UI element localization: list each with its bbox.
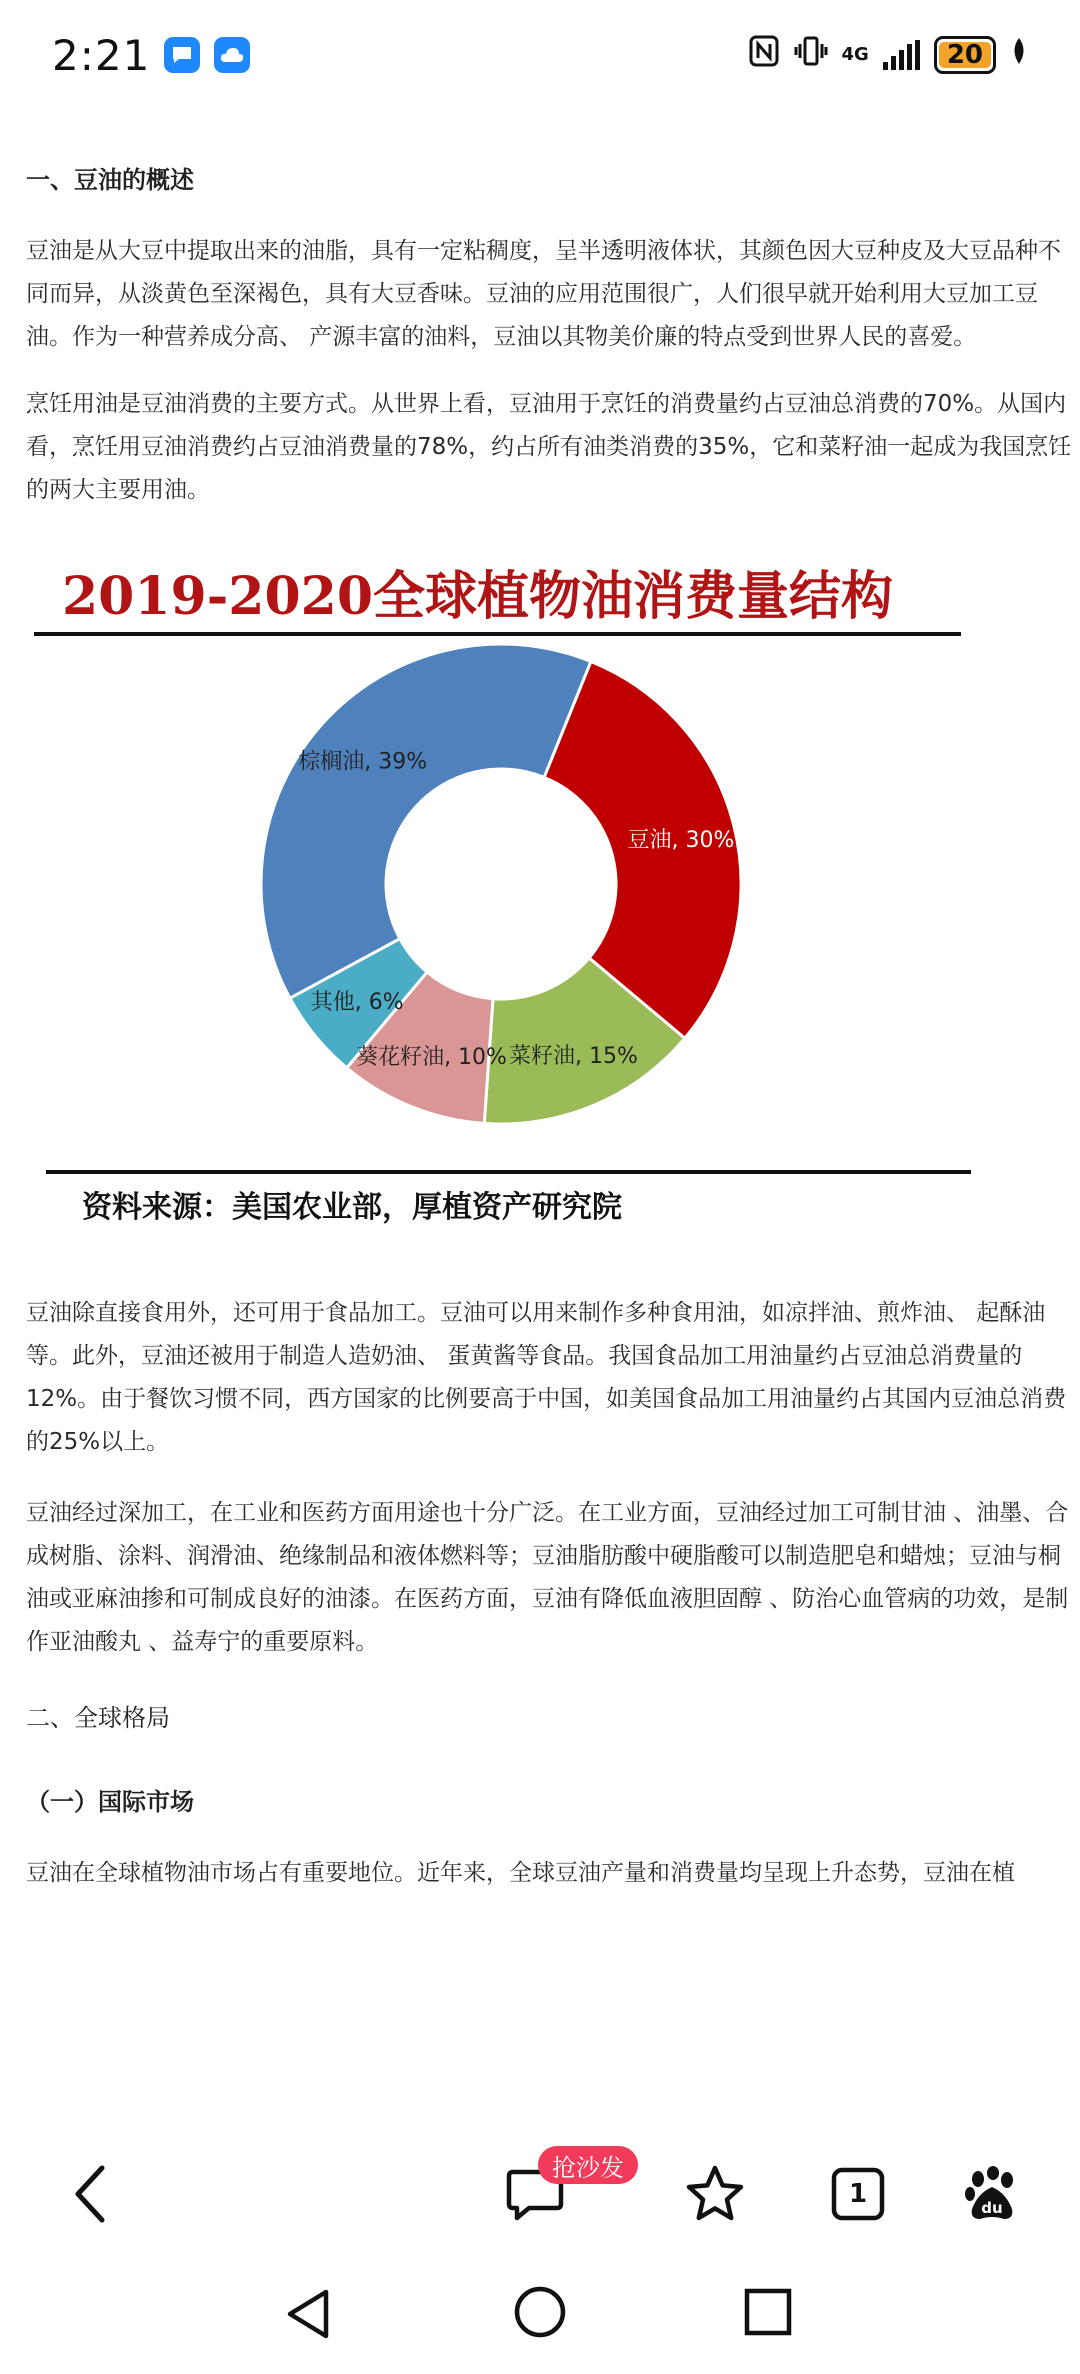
star-icon[interactable] [675, 2154, 755, 2234]
signal-icon [883, 40, 920, 70]
back-arrow-icon[interactable] [50, 2154, 130, 2234]
leaf-icon [1010, 36, 1028, 74]
chart-source: 资料来源：美国农业部，厚植资产研究院 [82, 1190, 622, 1225]
nfc-icon [748, 34, 780, 76]
slice-label: 豆油, 30% [627, 828, 735, 854]
bottom-toolbar [0, 2130, 1080, 2260]
slice-label: 棕榈油, 39% [298, 749, 428, 775]
pie-chart-image [26, 542, 1026, 1262]
battery-icon [934, 36, 996, 74]
article-body [26, 150, 1080, 1895]
slice-label: 菜籽油, 15% [509, 1043, 638, 1069]
section-heading: 一、豆油的概述 [26, 166, 194, 194]
subsection-heading: （一）国际市场 [26, 1788, 194, 1816]
baidu-paw-icon[interactable] [952, 2154, 1032, 2234]
slice-label: 葵花籽油, 10% [356, 1044, 507, 1070]
message-icon [164, 37, 200, 73]
network-indicator [842, 46, 869, 64]
network-label: 4G [841, 44, 869, 65]
tabs-button[interactable] [818, 2154, 898, 2234]
clock: 2:21 [52, 30, 151, 80]
nav-home-icon[interactable] [512, 2284, 568, 2344]
slice-label: 其他, 6% [310, 990, 404, 1016]
status-bar [0, 0, 1080, 110]
paragraph: 豆油经过深加工，在工业和医药方面用途也十分广泛。在工业方面，豆油经过加工可制甘油 、油墨、合成树脂、涂料、润滑油、绝缘制品和液体燃料等；豆油脂肪酸中硬脂酸可以制造肥皂和蜡烛；豆油与桐油或亚麻油掺和可制成良好的油漆。在医药方面，豆油有降低血液胆固醇 、防治心血管病的功效，是制作亚油酸丸 、益寿宁的重要原料。 [26, 1500, 1069, 1655]
nav-recent-icon[interactable] [742, 2286, 794, 2342]
paragraph: 豆油在全球植物油市场占有重要地位。近年来，全球豆油产量和消费量均呈现上升态势，豆油在植 [26, 1860, 1015, 1886]
paragraph: 豆油是从大豆中提取出来的油脂，具有一定粘稠度，呈半透明液体状，其颜色因大豆种皮及大豆品种不同而异，从淡黄色至深褐色，具有大豆香味。豆油的应用范围很广，人们很早就开始利用大豆加工豆油。作为一种营养成分高、 产源丰富的油料，豆油以其物美价廉的特点受到世界人民的喜爱。 [26, 238, 1061, 350]
paragraph: 豆油除直接食用外，还可用于食品加工。豆油可以用来制作多种食用油，如凉拌油、煎炸油、 起酥油等。此外，豆油还被用于制造人造奶油、 蛋黄酱等食品。我国食品加工用油量约占豆油总消费量的12%。由于餐饮习惯不同，西方国家的比例要高于中国，如美国食品加工用油量约占其国内豆油总消费的25%以上。 [26, 1300, 1067, 1455]
vibrate-icon [794, 34, 828, 76]
nav-back-icon[interactable] [282, 2286, 338, 2346]
paragraph: 烹饪用油是豆油消费的主要方式。从世界上看，豆油用于烹饪的消费量约占豆油总消费的70%。从国内看，烹饪用豆油消费约占豆油消费量的78%，约占所有油类消费的35%，它和菜籽油一起成为我国烹饪的两大主要用油。 [26, 391, 1072, 503]
status-left [52, 31, 250, 80]
svg-text:du: du [981, 2199, 1003, 2217]
cloud-icon [214, 37, 250, 73]
navigation-bar [0, 2260, 1080, 2374]
tab-count: 1 [848, 2179, 868, 2209]
status-right [748, 34, 1029, 76]
battery-level: 20 [939, 42, 991, 68]
pie-slice [261, 644, 591, 998]
chart-title: 2019-2020全球植物油消费量结构 [62, 566, 894, 627]
section-heading: 二、全球格局 [26, 1704, 170, 1732]
pie-chart [26, 542, 1026, 1262]
sofa-badge[interactable]: 抢沙发 [538, 2146, 638, 2184]
